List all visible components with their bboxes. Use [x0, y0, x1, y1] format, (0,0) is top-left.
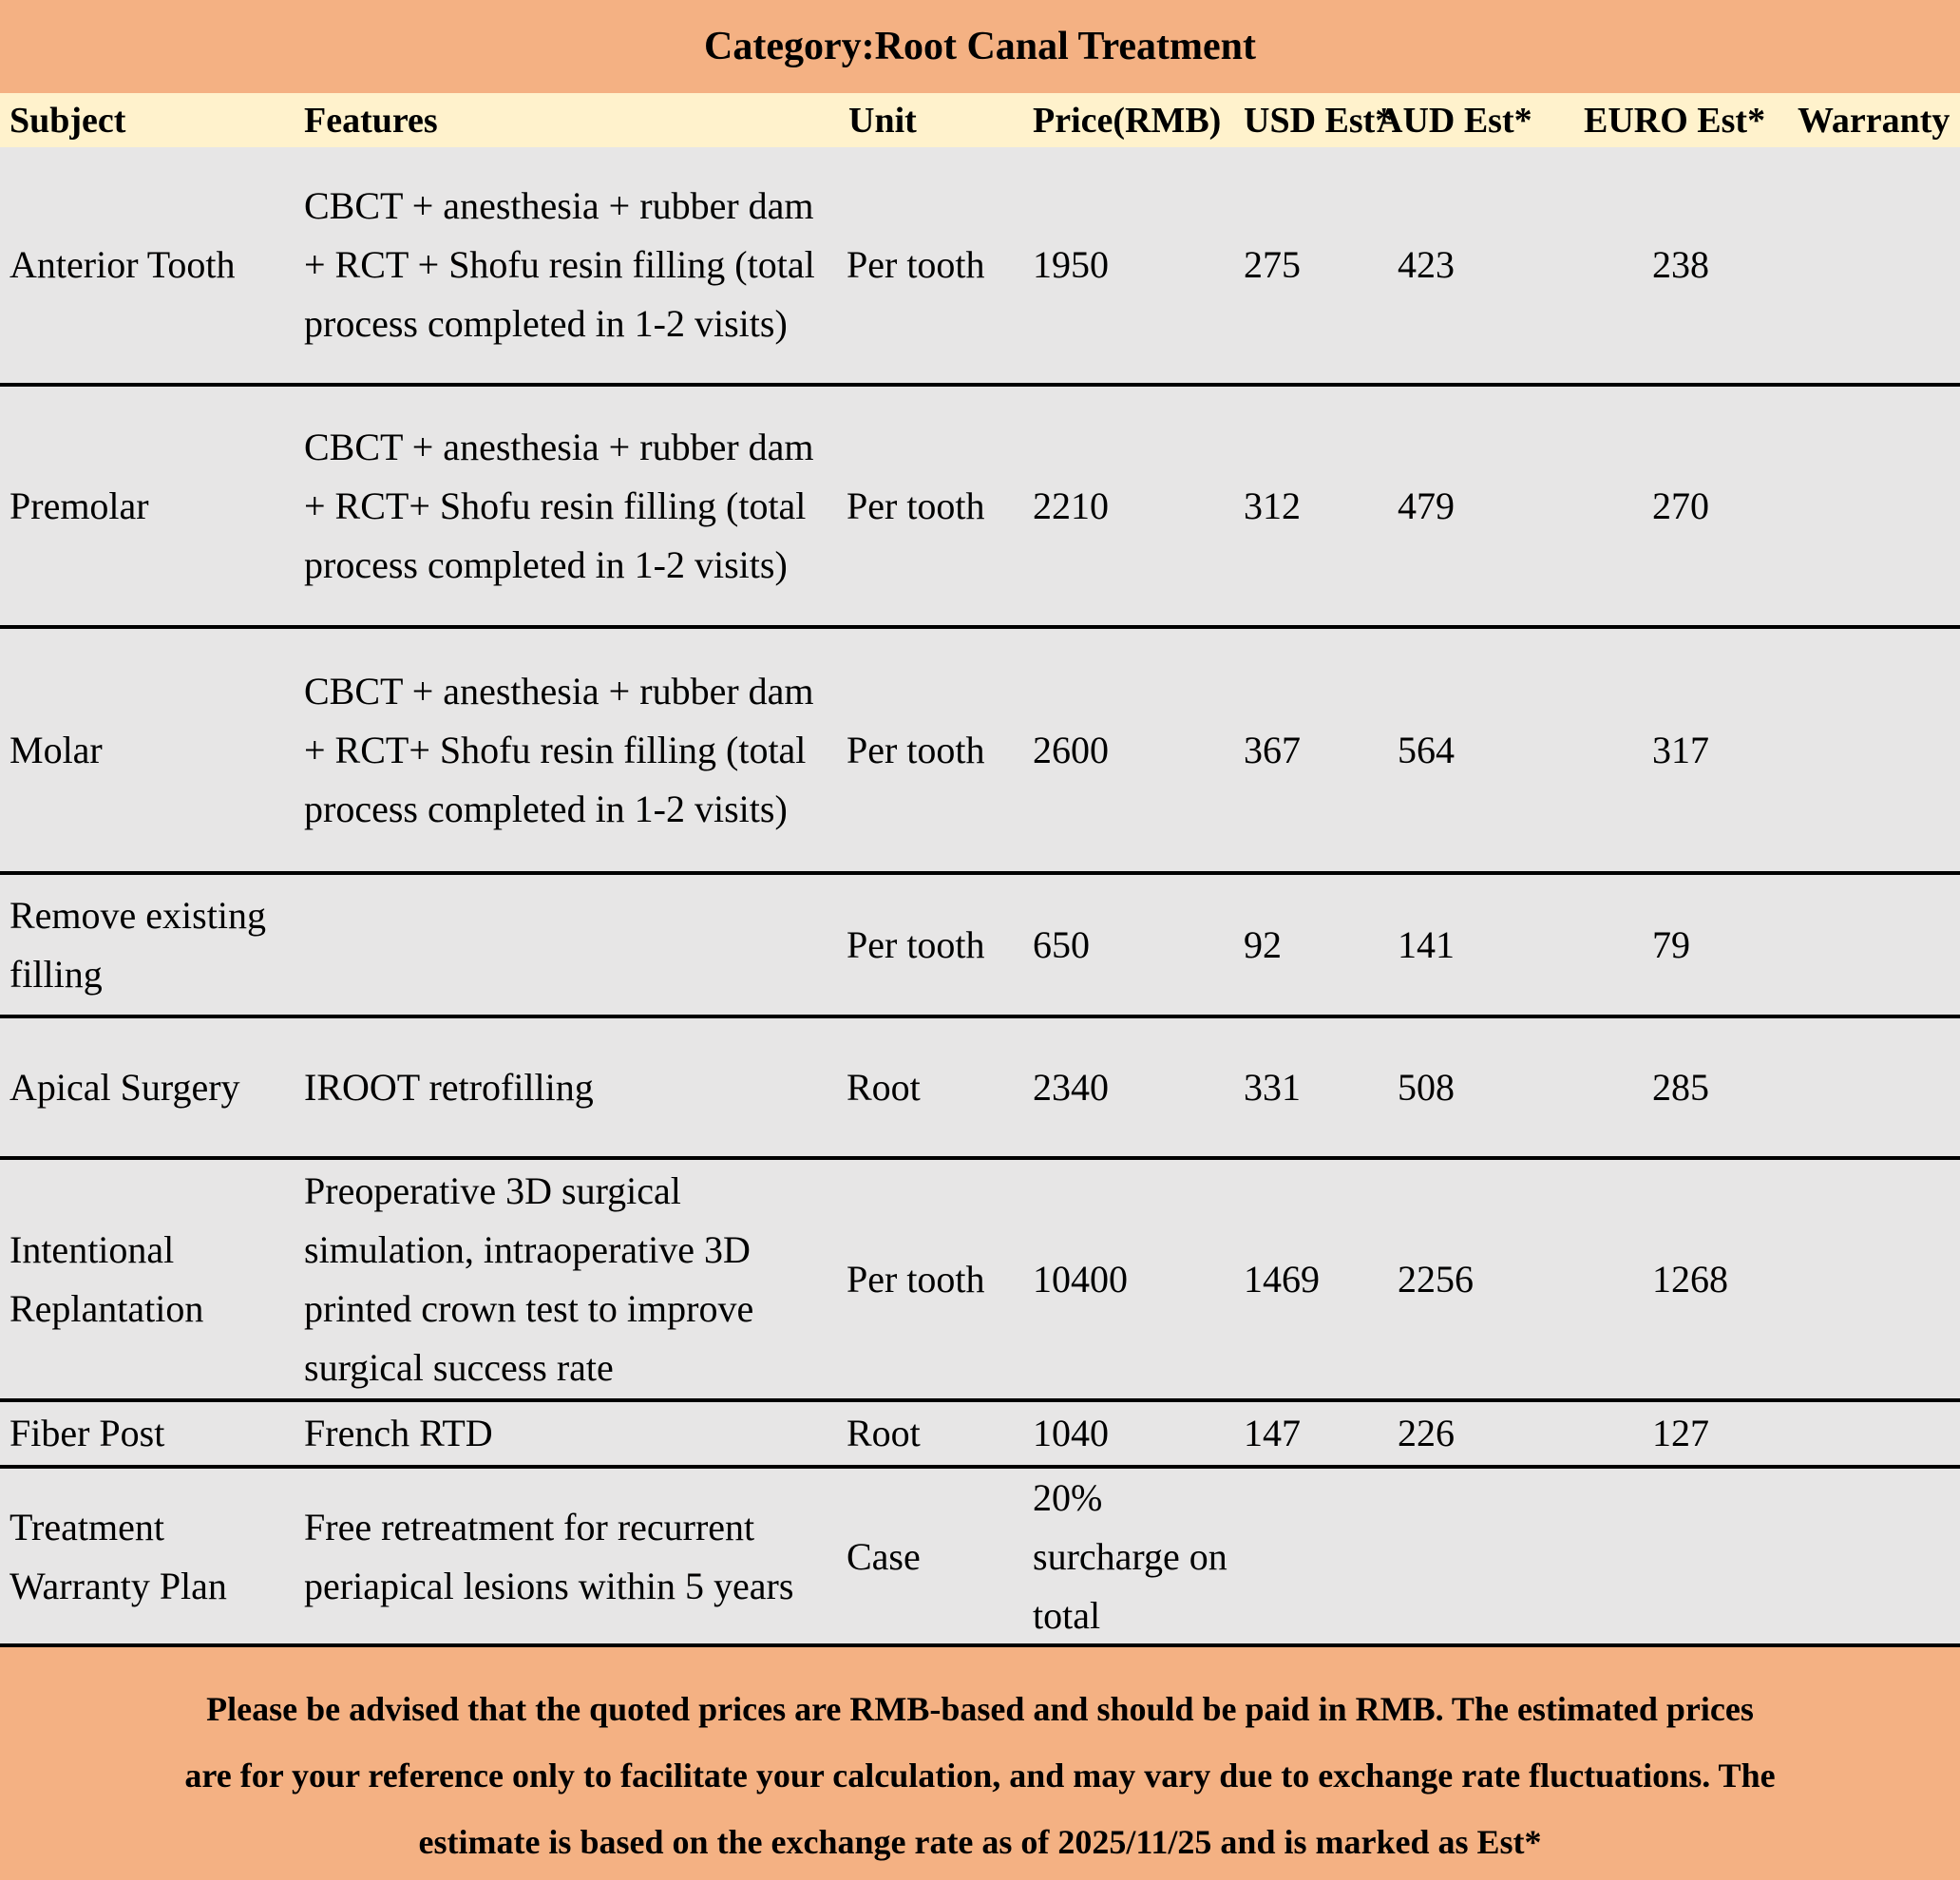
- cell-features: [304, 875, 841, 1015]
- column-header-features: Features: [304, 100, 438, 141]
- cell-subject: Anterior Tooth: [10, 243, 236, 286]
- footer-note: [0, 1647, 1960, 1880]
- cell-price: 20% surcharge on total: [1033, 1476, 1227, 1637]
- cell-features: Free retreatment for recurrent periapical lesions within 5 years: [304, 1506, 794, 1607]
- cell-unit: Per tooth: [847, 1257, 985, 1301]
- table-row: [0, 387, 1960, 625]
- cell-subject: Molar: [10, 728, 103, 771]
- cell-unit: Case: [847, 1535, 921, 1578]
- cell-price: 2210: [1033, 484, 1109, 527]
- cell-subject: Premolar: [10, 484, 149, 527]
- cell-subject: Intentional Replantation: [10, 1227, 204, 1330]
- cell-unit: Per tooth: [847, 484, 985, 527]
- category-title: Category:Root Canal Treatment: [0, 0, 1960, 93]
- cell-unit: Per tooth: [847, 922, 985, 966]
- footer-note-line: Please be advised that the quoted prices are RMB-based and should be paid in RMB. The estimated prices: [206, 1690, 1754, 1728]
- cell-price: 1040: [1033, 1412, 1109, 1454]
- table-row: [0, 875, 1960, 1015]
- table-row: [0, 1160, 1960, 1398]
- cell-aud: 479: [1398, 484, 1455, 527]
- cell-euro: 317: [1652, 728, 1709, 771]
- cell-price: 650: [1033, 922, 1090, 966]
- footer-note-line: are for your reference only to facilitate your calculation, and may vary due to exchange rate fluctuations. The: [184, 1757, 1776, 1795]
- cell-unit: Per tooth: [847, 728, 985, 771]
- column-header-warranty: Warranty: [1798, 100, 1950, 141]
- cell-features: CBCT + anesthesia + rubber dam + RCT + Shofu resin filling (total process completed in 1-2 visits): [304, 184, 815, 345]
- cell-euro: 1268: [1652, 1257, 1728, 1301]
- cell-euro: 238: [1652, 243, 1709, 286]
- cell-euro: 285: [1652, 1065, 1709, 1109]
- cell-usd: 367: [1244, 728, 1301, 771]
- cell-subject: Remove existing filling: [10, 893, 266, 996]
- cell-price: 2600: [1033, 728, 1109, 771]
- cell-usd: 147: [1244, 1412, 1301, 1454]
- cell-euro: 127: [1652, 1412, 1709, 1454]
- cell-warranty: [1796, 147, 1960, 383]
- table-row: [0, 1469, 1960, 1643]
- cell-usd: 275: [1244, 243, 1301, 286]
- column-header-usd: USD Est*: [1244, 100, 1394, 141]
- column-header-subject: Subject: [10, 100, 126, 141]
- cell-features: French RTD: [304, 1412, 493, 1454]
- cell-aud: 2256: [1398, 1257, 1474, 1301]
- footer-note-line: estimate is based on the exchange rate as of 2025/11/25 and is marked as Est*: [418, 1823, 1542, 1861]
- cell-usd: 1469: [1244, 1257, 1320, 1301]
- column-header-price: Price(RMB): [1033, 100, 1222, 141]
- table-row: [0, 1402, 1960, 1465]
- cell-warranty: [1796, 1160, 1960, 1398]
- cell-warranty: [1796, 1402, 1960, 1465]
- cell-aud: 423: [1398, 243, 1455, 286]
- cell-unit: Per tooth: [847, 243, 985, 286]
- cell-features: CBCT + anesthesia + rubber dam + RCT+ Shofu resin filling (total process completed in 1-2 visits): [304, 425, 814, 586]
- cell-euro: [1582, 1469, 1796, 1645]
- table-row: [0, 1018, 1960, 1156]
- cell-price: 10400: [1033, 1257, 1128, 1301]
- column-header-aud: AUD Est*: [1377, 100, 1532, 141]
- cell-aud: [1375, 1469, 1582, 1645]
- cell-usd: 312: [1244, 484, 1301, 527]
- table-row: [0, 147, 1960, 383]
- cell-features: CBCT + anesthesia + rubber dam + RCT+ Shofu resin filling (total process completed in 1-2 visits): [304, 669, 814, 830]
- cell-unit: Root: [847, 1065, 921, 1109]
- cell-warranty: [1796, 387, 1960, 625]
- cell-warranty: [1796, 875, 1960, 1015]
- cell-usd: 331: [1244, 1065, 1301, 1109]
- cell-subject: Fiber Post: [10, 1412, 165, 1454]
- cell-price: 1950: [1033, 243, 1109, 286]
- cell-price: 2340: [1033, 1065, 1109, 1109]
- cell-usd: [1242, 1469, 1375, 1645]
- table-row: [0, 629, 1960, 871]
- cell-warranty: [1796, 1018, 1960, 1156]
- cell-warranty: [1796, 629, 1960, 871]
- cell-unit: Root: [847, 1412, 921, 1454]
- cell-aud: 141: [1398, 922, 1455, 966]
- cell-aud: 564: [1398, 728, 1455, 771]
- cell-aud: 508: [1398, 1065, 1455, 1109]
- cell-euro: 270: [1652, 484, 1709, 527]
- cell-euro: 79: [1652, 922, 1690, 966]
- cell-features: Preoperative 3D surgical simulation, intraoperative 3D printed crown test to improve surgical success rate: [304, 1168, 754, 1389]
- cell-usd: 92: [1244, 922, 1282, 966]
- cell-features: IROOT retrofilling: [304, 1065, 594, 1109]
- cell-aud: 226: [1398, 1412, 1455, 1454]
- cell-subject: Apical Surgery: [10, 1065, 240, 1109]
- cell-warranty: [1796, 1469, 1960, 1645]
- column-header-row: [0, 93, 1960, 147]
- cell-subject: Treatment Warranty Plan: [10, 1506, 227, 1607]
- column-header-unit: Unit: [848, 100, 917, 141]
- column-header-euro: EURO Est*: [1584, 100, 1766, 141]
